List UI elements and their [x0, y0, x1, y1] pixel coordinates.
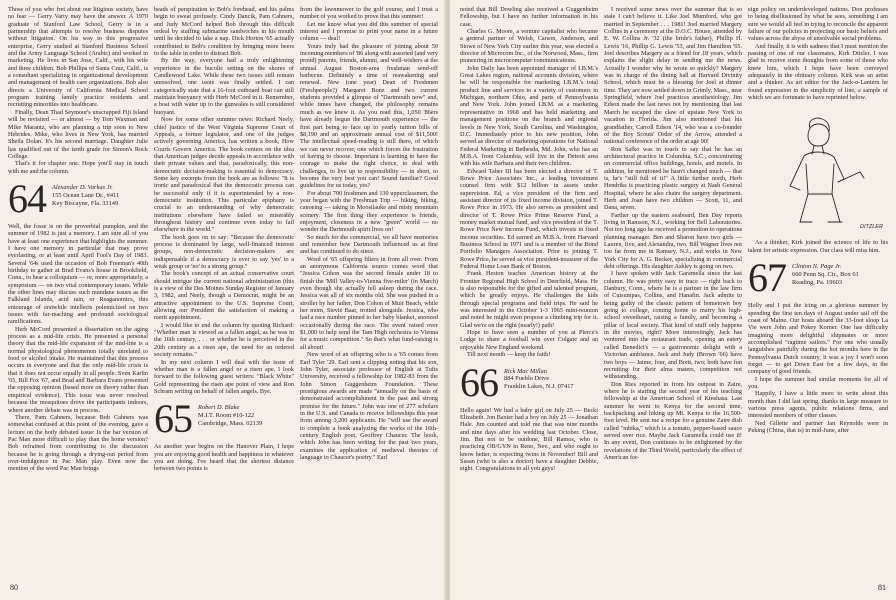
- text-paragraph: Word of '65 offspring filters in from all over. From an anonymous California source comes word that "Jessica Cohon was the second female under 18 to finish the 'Mill Valley-to-Vienna five-miler' (in March) even though she actually fell asleep during the race. Jessica was all of six months old. She was pushed in a stroller by her father, Don Cohon of Muir Beach, while her mom, Stevie Baar, trotted alongside. Jessica, who had a race number pinned to her baby blanket, snoozed occasionally during the race. The event raised over $1,000 to help send the Tam High orchestra to Vienna for a music competition." So that's what fund-raising is all about!: [300, 255, 438, 351]
- text-paragraph: Ned Gillette and partner Jan Reynolds were in Peking (China, that is) in mid-June, after: [748, 419, 888, 434]
- address-street: 884 Pueblo Drive: [504, 375, 550, 383]
- text-paragraph: Hope to have seen a number of you at Pierce's Lodge to share a football win over Colgate and an enjoyable New England weekend.: [460, 329, 598, 351]
- text-paragraph: Hello again! We had a baby girl on July 25 — Becki Elizabeth. Jon Baxter had a boy on July 25 — Jonathan Hale. Jim counted and told me that was nine months and nine days after his wedding last October. Close, Jim. But not to be outdone, Bill Ramos, who is practicing OB/GYN in Reno, Nev., and who ought to know better, is expecting twins in November! Bill and Susan (who is also a doctor) have a daughter Debbie, eight. Congratulations to all you guys!: [460, 406, 598, 473]
- text-paragraph: I would like to end the column by quoting Richard: "Whether man is viewed as a fallen angel, as he was in the 16th century, . . . or whether he is perceived in the 20th century as a risen ape, the need for an ordered society remains.": [154, 321, 294, 359]
- text-paragraph: Now for some other summer news: Richard Neely, chief justice of the West Virginia Supreme Court of Appeals, a former legislator, and one of the judges actively governing America, has written a book, How Courts Govern America. The book centers on the idea that American judges decide appeals in accordance with their private values and that, paradoxically, this non-democratic decision-making is essential to democracy. Some key excerpts from the book are as follows: "It is ironic and paradoxical that the democratic process can be successful only if it is superintended by a non-democratic institution. This particular epiphany is crucial to an understanding of why democratic institutions elsewhere have failed so miserably throughout history and continue even today to fail elsewhere in the world.": [154, 116, 294, 234]
- text-paragraph: For about 700 freshmen and 130 upperclassmen, the year began with the Freshman Trip — hiking, biking, canoeing — taking in Moosilauke and misty mountain scenery. The first thing they experience is friends, enjoyment, closeness in a new "green" world — no wonder the Dartmouth spirit lives on!: [300, 189, 438, 234]
- class-heading-65: [154, 396, 294, 442]
- text-paragraph: Finally, Dean Thad Seymour's unscrapped Fiji Island will be revisited — or almost — by Tom Waxman and Mike Marantz, who are planning a trip soon to New Hebrides. Mike, who lives in New York, has married Sheila Dolan. It's his second marriage. Daughter Julie has qualified out of the tenth grade for Simon's Rock College.: [8, 108, 148, 160]
- left-page: [0, 0, 446, 600]
- text-paragraph: Frank Heston teaches American history at the Frontier Regional High School in Deerfield, Mass. He is also responsible for the gifted and talented program, which he greatly enjoys. He challenges the kids through special programs and field trips. He said he was interested in the October 1-3 1965 mini-reunion and noted he might even propose a climbing trip for it. Glad we're on the right (nearly!) path!: [460, 270, 598, 329]
- secretary-name: Rick Mac Millan: [504, 367, 547, 375]
- text-paragraph: Happily, I have a little more to write about this month than I did last spring, thanks in large measure to various press agents, public relations firms, and interested members of other classes.: [748, 390, 888, 420]
- text-paragraph: I received some news over the summer that is so stale I can't believe it. Like Joel Mumford, who got married in September . . . 1981! Joel married Margery Collins in a ceremony at the D.O.C. House, attended by E. W. Collins Jr. '32 (the bride's father), Phillip H. Lewis '16, Phillip G. Lewis '53, and Jim Hamilton '65. Joel describes Margery as a friend for 18 years, which explains the slight delay in sending me the news. Actually I wonder why he wrote so quickly? Margery was in charge of the dining hall at Harvard Divinity School, which must be a blessing for Joel at dinner time. They are now settled down in Grimly, Mass., near Springfield, where Joel practices anesthesiology. Jim Edson made the last news not by mentioning that last March he escaped the claw of upstate New York to vacation in Florida. Jim also mentioned that his grandfather, Carroll Edson '14, who was a co-founder of the Boy Scouts' Order of the Arrow, attended a national conference of the order at age 90!: [604, 6, 742, 146]
- class-secretary-address: [52, 181, 119, 207]
- class-number: 66: [460, 359, 498, 405]
- page-number: 80: [10, 583, 18, 592]
- text-paragraph: So much for the commercial, we all have memories and remember how Dartmouth influenced us at first and has continued to do since.: [300, 233, 438, 256]
- text-paragraph: Till next month — keep the faith!: [467, 351, 551, 359]
- text-paragraph: Charles G. Moore, a venture capitalist who became a general partner of Welsh, Carson, Anderson, and Stowe of New York City earlier this year, was elected a director of Microcom Inc., of the Norwood, Mass., firm pioneering in microcomputer communications.: [460, 28, 598, 65]
- right-page: [450, 0, 896, 600]
- class-number: 65: [154, 396, 192, 442]
- address-city: Key Biscayne, Fla. 33149: [52, 199, 119, 207]
- text-paragraph: eign policy on underdeveloped nations. Don professes to being disillusioned by what he sees, something I am sure we would all feel in trying to reconcile the apparent failure of our policies in projecting our basic beliefs and values across the abyss of unsolvable social problems.: [748, 6, 888, 43]
- ditzler-sketch: [748, 104, 888, 236]
- text-paragraph: Well, the fosse is on the proverbial pumpkin, and the summer of 1982 is just a memory. I am sure all of you have at least one experience that highlights the summer. I have one memory in particular that may prove everlasting, or at least until April Fool's Day of 1983. Several '64s used the occasion of Bob Freeman's 40th birthday to gather at Brad Evans's house in Brookfield, Conn., to hear a colloquium — or, more appropriately, a symposium — on two vital contemporary issues. While the other lines may discuss such mundane issues as the Falkland Islands, acid rain, or Reaganomics, this entourage of erstwhile intellects polemicized on two issues with far-reaching and profound sociological ramifications.: [8, 222, 148, 326]
- right-column-2: [604, 6, 742, 592]
- class-heading-67: [748, 255, 888, 301]
- secretary-name: Robert D. Blake: [198, 404, 240, 412]
- address-city: Franklin Lakes, N.J. 07417: [504, 383, 574, 391]
- text-paragraph: Holly and I put the icing on a glorious summer by spending the first ten days of August under sail off the coast of Maine. Our hosts aboard the 33-foot sloop La Vie were John and Pokey Korner. One has difficulty imagining more delightful shipmates or more accomplished "ragtime sailors." For one who usually languishes painfully during the hot months here in the Pennsylvania Dutch country, it was a joy I won't soon forget — to get Down East for a few days, in the company of good friends.: [748, 302, 888, 376]
- class-secretary-address: [792, 260, 859, 286]
- text-paragraph: New word of an offspring who is a '65 comes from Earl Tyler '29. Earl sent a clipping noting that his son, John Tyler, associate professor of English at Tufts University, received a fellowship for 1982-83 from the John Simon Guggenheim Foundation. These prestigious awards are made "annually on the basis of demonstrated accomplishment in the past and strong promise for the future." John was one of 277 scholars in the U.S. and Canada to receive fellowships this year from among 3,200 applicants. He "will use the award to complete a book analyzing the works of the 16th-century English poet, Geoffrey Chaucer. The book, which John has been writing for the past two years, examines the application of medieval theories of language to Chaucer's poetry." Earl: [300, 351, 438, 461]
- text-paragraph: I have spoken with Jack Garamella since the last column. He was pretty easy to trace — right back to Danbury, Conn., where he is a partner in the law firm of Cutsumpas, Collins, and Hanafin. Jack admits to being guilty of the classic pattern of hometown boy going to college, coming home to marry his high-school sweetheart, raising a family, and becoming a pillar of local society. That kind of stuff only happens in the movies, right? More interestingly, Jack has ventured into the restaurant trade, opening an eatery called Benedict's — a gastronomic delight with a Victorian ambiance. Jack and Judy (Brown '66) have two boys — Jaime, four, and Brett, two; both have fun recruiting for their alma maters, competition not withstanding.: [604, 270, 742, 381]
- text-paragraph: beads of perspiration to Bob's forehead, and his palms begin to sweat profusely. Cindy Dancik, Pam Cahners, and Judy McCord helped Bob through this difficult ordeal by stuffing submarine sandwiches in his mouth until he decided to take a nap. Dick Horton '65 actually contributed to Bob's condition by bringing more beers to the table in order to distract Bob.: [154, 6, 294, 58]
- text-paragraph: noted that Bill Dowling also received a Guggenheim Fellowship, but I have no further information in his case.: [460, 6, 598, 28]
- text-paragraph: Let me know what you did this summer of special interest and I promise to print your name in a future column — deal!: [300, 20, 438, 43]
- secretary-name: Alexander D. Varkas Jr.: [52, 183, 113, 191]
- text-paragraph: And finally, it is with sadness that I must mention the passing of one of our classmates, Kirk Ditzler. I was glad to receive some thoughts from some of those who knew him, which I hope have been conveyed adequately in the obituary column. Kirk was an artist and a thinker. As art editor for the Jack-o-Lantern he found expression in the simplicity of line, a sample of which we are fortunate to have reprinted below.: [748, 42, 888, 102]
- right-column-3: [748, 6, 888, 592]
- left-column-1: [8, 6, 148, 592]
- text-paragraph: Ron Safko was in touch to say that he has an architectural practice in Columbia, S.C., concentrating on commercial office buildings, hotels, and motels. In addition, he mentioned he hasn't changed much — that is, he's "still full of it!" A little further north, Herb Hendriks is practicing plastic surgery at Nash General Hospital, where he also chairs the surgery department. Herb and Joan have two children — Scott, 11, and Dana, seven.: [604, 145, 742, 212]
- address-street: 155 Ocean Lane Dr., #411: [52, 191, 120, 199]
- text-paragraph: As another year begins on the Hanover Plain, I hope you are enjoying good health and happiness in whatever you are doing. I've heard that the shortest distance between two points is: [154, 443, 294, 473]
- class-heading-66: [460, 359, 598, 405]
- address-city: Reading, Pa. 19603: [792, 278, 843, 286]
- address-street: M.I.T. Room #10-122: [198, 412, 255, 420]
- text-paragraph: Yours truly had the pleasure of joining about 50 incoming members of '86 along with assorted (and very proud) parents, friends, alumni, and well-wishers at the annual August Boston-area freshman send-off barbecue. Definitely a time of reawakening and renewal. New (one year) Dean of Freshmen (Freshpeople?) Margaret Bonz and two current students provided a glimpse of "Dartmouth now" and, while times have changed, the philosophy remains much as we knew it. As you read this, 1,050 '86ers have already begun the Dartmouth experience — the first part being to face up to yearly tuition bills of $8,190 and an approximate annual cost of $11,500! The intellectual speed-reading is still there, of which we can never recover, one which forces the frustration of having to choose. Important is learning to have the courage to make the right choice, to deal with challenges, to live up to responsibility — in short, to become the very best you can! Sound familiar? Good guidelines for us today, yes?: [300, 42, 438, 190]
- text-paragraph: Don Ries reported in from his outpost in Zaire, where he is starting the second year of his teaching fellowship at the American School of Kinshasa. Last summer he went to Kenya for the second time, backpacking and hiking up Mt. Kenya to the 16,500-foot level. He sent me a recipe for a genuine Zaire dish called "mbika," which is a tomato, pepper-based sauce served over rice. Maybe Jack Garamella could use it! In any event, Don continues to be enlightened by the revelations of the Third World, particularly the effect of American for-: [604, 380, 742, 461]
- secretary-name: Clinton N. Page Jr.: [792, 263, 842, 271]
- class-secretary-address: [198, 401, 262, 427]
- right-column-1: [460, 6, 598, 592]
- class-heading-64: [8, 175, 148, 221]
- text-paragraph: I hope the summer had similar moments for all of you.: [748, 375, 888, 390]
- text-paragraph: Farther up the eastern seaboard, Ben Day reports living in Ramson, N.J., working for Bell Laboratories. Not too long ago he received a promotion to operations planning manager. Ben and Sharon have two girls — Lauren, five, and Alexandra, two. Bill Wagner lives not too far from me in Ramsey, N.J., and works in New York City for A. G. Becker, specializing in commercial debt offerings. His daughter Ashley is going on two.: [604, 211, 742, 271]
- text-paragraph: The book's concept of an actual conservative court should intrigue the current national administration (this is a view of the Des Moines Sunday Register of January 3, 1982, and Neely, though a Democrat, might be an attractive appointment to the U.S. Supreme Court, allowing our President the satisfaction of making a merit appointment.: [154, 270, 294, 322]
- sketch-signature: DITZLER: [860, 224, 883, 231]
- page-number: 81: [878, 583, 886, 592]
- class-number: 64: [8, 175, 46, 221]
- text-paragraph: John Daily has been appointed manager of I.B.M.'s Great Lakes region, national accounts division, where he will be responsible for marketing I.B.M.'s total product line and services to a variety of customers in Michigan, northern Ohio, and parts of Pennsylvania and New York. John joined I.B.M. as a marketing representative in 1968 and has held marketing and management positions on the branch and regional levels in New York, South Carolina, and Washington, D.C. Immediately prior to his new position, John served as director of marketing operations for National Federal Marketing in Bethesda, Md. John, who has an M.B.A. from Columbia, will live in the Detroit area with his wife Barbara and their two children.: [460, 64, 598, 168]
- line-drawing-figure: [748, 104, 888, 236]
- left-column-3: [300, 6, 438, 592]
- class-number: 67: [748, 255, 786, 301]
- text-paragraph: That's it for chapter one. Hope you'll stay in touch with me and the column.: [8, 160, 148, 175]
- left-column-2: [154, 6, 294, 592]
- text-paragraph: Herb McCord presented a dissertation on the aging process as a mid-life crisis. He presented a personal theory that the mid-life expansion of the mid-line is a normal physiological phenomenon totally unrelated to food or alcohol intake. He maintained that this process occurs in everyone and that the only mid-life crisis is that it does not occur equally in all people. Sven Karlin '65, Bill Fox '67, and Brad and Barbara Evans presented the opposing opinion (based more on theory rather than empirical evidence). This issue was never resolved because the mosquitoes drove the participants indoors, where another debate was in process.: [8, 325, 148, 414]
- text-paragraph: By the way, everyone had a truly enlightening experience in the bucolic setting on the shores of Candlewood Lake. While these two issues still remain unresolved, one issue was finally settled. I can categorically state that a 16-foot outboard boat can still maintain buoyancy with Herb McCord in it. Remember, a boat with water up to the gunwales is still considered buoyant.: [154, 57, 294, 116]
- class-secretary-address: [504, 365, 574, 391]
- text-paragraph: Those of you who fret about our litigious society, have no fear — Gerry Varty may have the answer. A 1970 graduate of Stanford Law School, Gerry is in a partnership that attempts to resolve business disputes without litigation. On his way to this progressive enterprise, Gerry studied at Stanford Business School and the Army Language School (Arabic) and worked in marketing. He lives in San Jose, Calif., with his wife and three children. Bob Phillips of Santa Cruz, Calif., is a consultant specializing in organizational development and management of health care organizations. Bob also directs a University of California Medical School program training family practice residents and recruiting minorities into healthcare.: [8, 6, 148, 109]
- text-paragraph: There, Pam Cahners, because Bob Cahners was somewhat confused at this point of the evening, gave a lecture on the hotly debated issue: Is the bar version of Pac Man more difficult to play than the home version? Bob refrained from contributing to the discussion because he is going through a drying-out period from over-indulgence in Pac Man play. Even now the mention of the word Pac Man brings: [8, 413, 148, 473]
- text-paragraph: In my next column I will deal with the issue of whether man is a fallen angel or a risen ape. I look forward to the following guest writers: "Black White" Gold representing the risen ape point of view and Ron Schram writing on behalf of fallen angels. Bye.: [154, 358, 294, 395]
- text-paragraph: The book goes on to say: "Because the democratic process is dominated by large, well-financed interest groups, non-democratic decision-makers are indispensable if a democracy is ever to say 'yes' to a weak group or 'no' to a strong group.": [154, 233, 294, 271]
- text-paragraph: Edward Taber III has been elected a director of T. Rowe Price Associates Inc., a leading investment counsel firm with $12 billion in assets under supervision. Ed, a vice president of the firm and assistant director of its fixed income division, joined T. Rowe Price in 1973. He also serves as president and director of T. Rowe Price Prime Reserve Fund, a money market mutual fund, and vice president of the T. Rowe Price New Income Fund, which invests in fixed income securities. Ed earned an M.B.A. from Harvard Business School in 1971 and is a member of the Bond Portfolio Managers Association. Prior to joining T. Rowe Price, he served as vice president-treasurer of the Federal Home Loan Bank of Boston.: [460, 167, 598, 271]
- text-paragraph: from the lawnmower to the golf course, and I trust a number of you worked to prove that this summer!: [300, 6, 438, 21]
- text-paragraph: As a thinker, Kirk joined the science of life to his talent for artistic expression. Our class will miss him.: [748, 239, 888, 254]
- address-street: 660 Penn Sq. Ctr., Box 61: [792, 270, 859, 278]
- address-city: Cambridge, Mass. 02139: [198, 419, 263, 427]
